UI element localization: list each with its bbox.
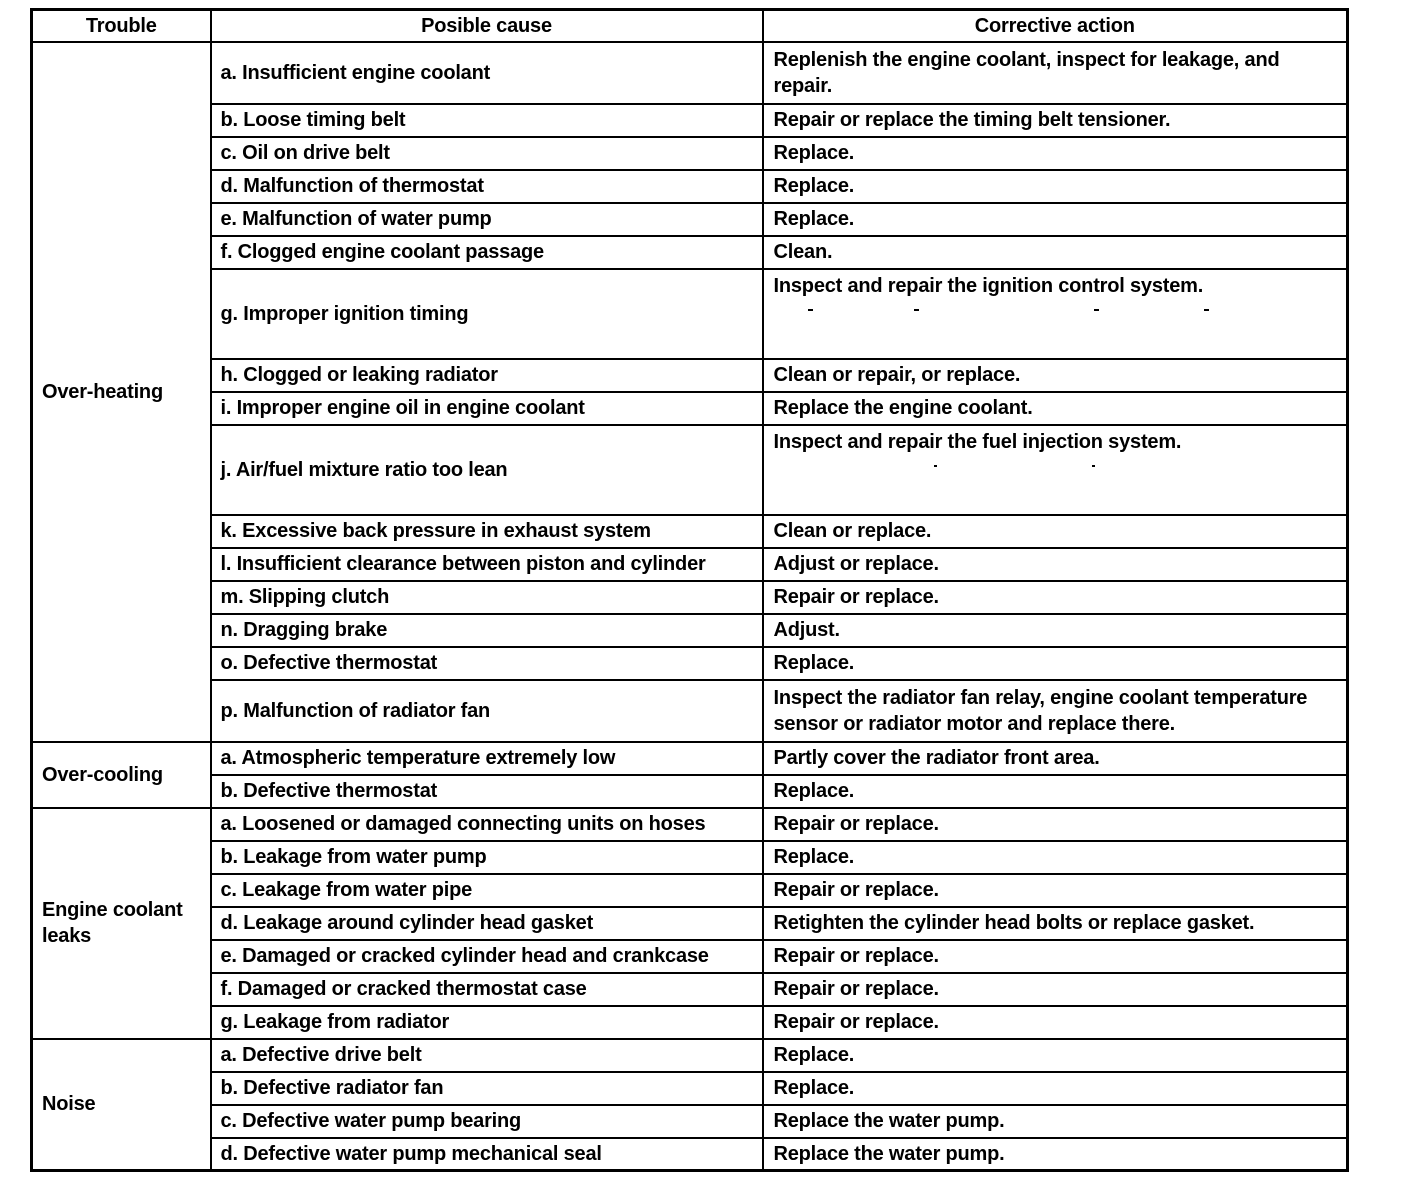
- cause-cell: e. Damaged or cracked cylinder head and crankcase: [211, 940, 763, 973]
- action-cell: Repair or replace.: [763, 874, 1348, 907]
- table-row: [32, 515, 1348, 548]
- table-row: [32, 1006, 1348, 1039]
- table-row: [32, 940, 1348, 973]
- print-specks: [774, 299, 1339, 319]
- table-header-row: [32, 10, 1348, 42]
- speck: [1092, 465, 1095, 467]
- table-row: [32, 841, 1348, 874]
- action-cell: Replace.: [763, 841, 1348, 874]
- speck: [1204, 309, 1209, 311]
- trouble-over-cooling: Over-cooling: [32, 742, 211, 808]
- table-row: [32, 42, 1348, 104]
- cause-cell: p. Malfunction of radiator fan: [211, 680, 763, 742]
- action-cell: Retighten the cylinder head bolts or replace gasket.: [763, 907, 1348, 940]
- action-cell: Replace.: [763, 1072, 1348, 1105]
- cause-cell: d. Leakage around cylinder head gasket: [211, 907, 763, 940]
- trouble-over-heating: Over-heating: [32, 42, 211, 742]
- action-cell: Repair or replace.: [763, 940, 1348, 973]
- cause-cell: n. Dragging brake: [211, 614, 763, 647]
- table-row: [32, 1105, 1348, 1138]
- header-corrective-action: Corrective action: [763, 10, 1348, 42]
- cause-cell: d. Defective water pump mechanical seal: [211, 1138, 763, 1171]
- cause-cell: e. Malfunction of water pump: [211, 203, 763, 236]
- action-cell: Partly cover the radiator front area.: [763, 742, 1348, 775]
- action-cell: Replace.: [763, 203, 1348, 236]
- speck: [934, 465, 937, 467]
- table-row: [32, 269, 1348, 359]
- action-text: Inspect and repair the ignition control system.: [773, 274, 1204, 297]
- action-cell: Repair or replace the timing belt tensioner.: [763, 104, 1348, 137]
- troubleshooting-table: [30, 8, 1349, 1172]
- action-cell: Adjust or replace.: [763, 548, 1348, 581]
- cause-cell: a. Atmospheric temperature extremely low: [211, 742, 763, 775]
- table-row: [32, 808, 1348, 841]
- action-cell: Repair or replace.: [763, 581, 1348, 614]
- table-row: [32, 137, 1348, 170]
- table-row: [32, 680, 1348, 742]
- action-cell: [763, 269, 1348, 359]
- table-row: [32, 203, 1348, 236]
- action-cell: Adjust.: [763, 614, 1348, 647]
- table-row: [32, 742, 1348, 775]
- cause-cell: c. Oil on drive belt: [211, 137, 763, 170]
- action-cell: [763, 425, 1348, 515]
- cause-cell: o. Defective thermostat: [211, 647, 763, 680]
- cause-cell: m. Slipping clutch: [211, 581, 763, 614]
- table-row: [32, 874, 1348, 907]
- speck: [808, 309, 813, 311]
- action-cell: Repair or replace.: [763, 1006, 1348, 1039]
- cause-cell: f. Damaged or cracked thermostat case: [211, 973, 763, 1006]
- table-row: [32, 1138, 1348, 1171]
- table-row: [32, 1039, 1348, 1072]
- trouble-noise: Noise: [32, 1039, 211, 1171]
- action-cell: Replace.: [763, 170, 1348, 203]
- cause-cell: h. Clogged or leaking radiator: [211, 359, 763, 392]
- speck: [914, 309, 919, 311]
- cause-cell: k. Excessive back pressure in exhaust system: [211, 515, 763, 548]
- cause-cell: d. Malfunction of thermostat: [211, 170, 763, 203]
- troubleshooting-table-wrapper: [30, 8, 1346, 1172]
- cause-cell: g. Improper ignition timing: [211, 269, 763, 359]
- speck: [1094, 309, 1099, 311]
- cause-cell: l. Insufficient clearance between piston and cylinder: [211, 548, 763, 581]
- action-cell: Clean or replace.: [763, 515, 1348, 548]
- cause-cell: a. Insufficient engine coolant: [211, 42, 763, 104]
- action-cell: Inspect the radiator fan relay, engine coolant temperature sensor or radiator motor and replace there.: [763, 680, 1348, 742]
- cause-cell: j. Air/fuel mixture ratio too lean: [211, 425, 763, 515]
- cause-cell: a. Defective drive belt: [211, 1039, 763, 1072]
- header-trouble: Trouble: [32, 10, 211, 42]
- table-row: [32, 548, 1348, 581]
- cause-cell: b. Defective radiator fan: [211, 1072, 763, 1105]
- table-row: [32, 392, 1348, 425]
- action-cell: Repair or replace.: [763, 973, 1348, 1006]
- cause-cell: i. Improper engine oil in engine coolant: [211, 392, 763, 425]
- action-cell: Replace.: [763, 647, 1348, 680]
- action-cell: Replenish the engine coolant, inspect for leakage, and repair.: [763, 42, 1348, 104]
- trouble-engine-coolant-leaks: Engine coolant leaks: [32, 808, 211, 1039]
- cause-cell: c. Leakage from water pipe: [211, 874, 763, 907]
- action-text: Inspect and repair the fuel injection system.: [773, 430, 1182, 453]
- table-row: [32, 236, 1348, 269]
- table-row: [32, 973, 1348, 1006]
- table-row: [32, 581, 1348, 614]
- cause-cell: g. Leakage from radiator: [211, 1006, 763, 1039]
- cause-cell: c. Defective water pump bearing: [211, 1105, 763, 1138]
- table-row: [32, 647, 1348, 680]
- cause-cell: b. Leakage from water pump: [211, 841, 763, 874]
- action-cell: Replace the water pump.: [763, 1105, 1348, 1138]
- cause-cell: a. Loosened or damaged connecting units on hoses: [211, 808, 763, 841]
- action-cell: Clean.: [763, 236, 1348, 269]
- action-cell: Replace the engine coolant.: [763, 392, 1348, 425]
- action-cell: Replace.: [763, 137, 1348, 170]
- action-cell: Repair or replace.: [763, 808, 1348, 841]
- action-cell: Replace.: [763, 775, 1348, 808]
- table-row: [32, 1072, 1348, 1105]
- cause-cell: b. Defective thermostat: [211, 775, 763, 808]
- table-row: [32, 425, 1348, 515]
- action-cell: Clean or repair, or replace.: [763, 359, 1348, 392]
- cause-cell: f. Clogged engine coolant passage: [211, 236, 763, 269]
- table-row: [32, 170, 1348, 203]
- table-row: [32, 614, 1348, 647]
- header-possible-cause: Posible cause: [211, 10, 763, 42]
- action-cell: Replace the water pump.: [763, 1138, 1348, 1171]
- table-row: [32, 907, 1348, 940]
- table-row: [32, 359, 1348, 392]
- table-row: [32, 104, 1348, 137]
- cause-cell: b. Loose timing belt: [211, 104, 763, 137]
- print-specks: [774, 455, 1339, 475]
- action-cell: Replace.: [763, 1039, 1348, 1072]
- table-row: [32, 775, 1348, 808]
